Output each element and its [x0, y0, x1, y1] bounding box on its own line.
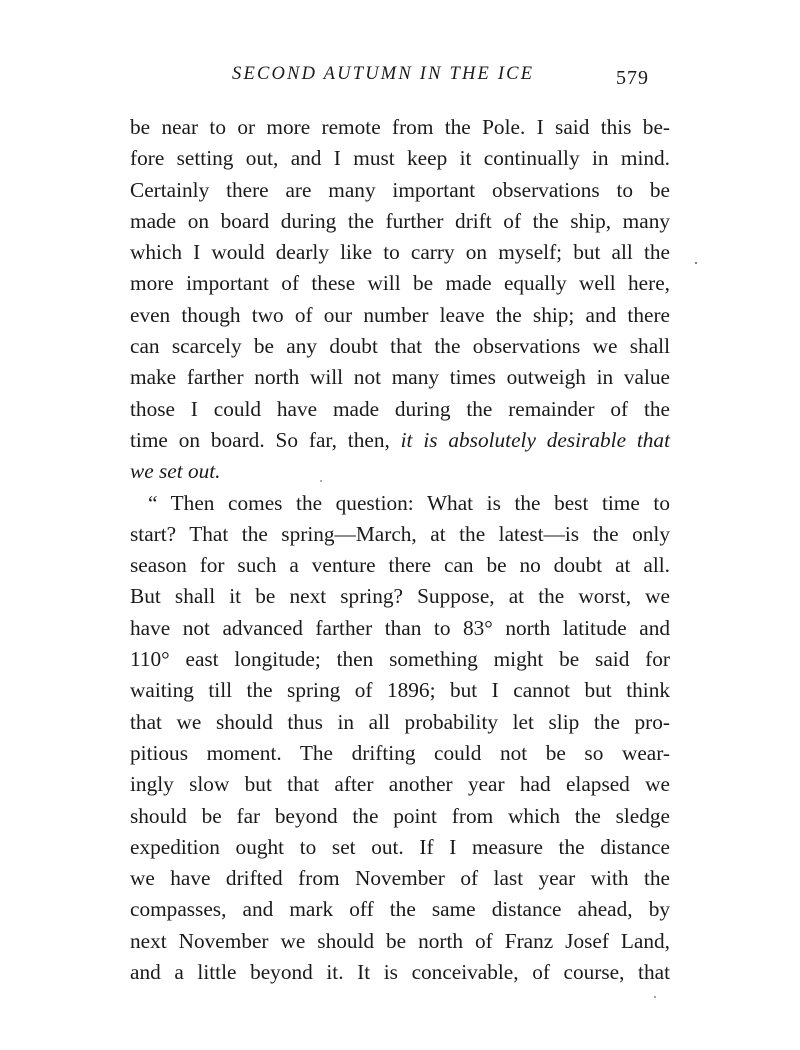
text-line: 110° east longitude; then something might be said for	[130, 647, 670, 672]
body-text	[130, 112, 670, 988]
text-line: should be far beyond the point from which the sledge	[130, 803, 670, 828]
text-line: Certainly there are many important observations to be	[130, 177, 670, 202]
text-line: and a little beyond it. It is conceivable, of course, that	[130, 960, 670, 985]
text-line: next November we should be north of Franz Josef Land,	[130, 928, 670, 953]
emphasized-phrase-end: we set out.	[130, 459, 221, 484]
text-line: pitious moment. The drifting could not be so wear-	[130, 740, 670, 765]
text-line: expedition ought to set out. If I measure the distance	[130, 834, 670, 859]
emphasized-phrase: it is absolutely desirable that	[400, 427, 670, 452]
text-line: season for such a venture there can be no doubt at all.	[130, 553, 670, 578]
running-title: SECOND AUTUMN IN THE ICE	[232, 64, 535, 84]
text-line: we have drifted from November of last year with the	[130, 866, 670, 891]
text-line: those I could have made during the remainder of the	[130, 396, 670, 421]
text-line: fore setting out, and I must keep it continually in mind.	[130, 146, 670, 171]
text-line-emphasized	[130, 456, 670, 487]
paper-speck	[654, 996, 656, 998]
page-number: 579	[616, 67, 649, 89]
text-line: made on board during the further drift of the ship, many	[130, 208, 670, 233]
text-line-with-emphasis	[130, 425, 670, 456]
text-line: have not advanced farther than to 83° north latitude and	[130, 615, 670, 640]
text-line: which I would dearly like to carry on myself; but all the	[130, 240, 670, 265]
text-line: can scarcely be any doubt that the observations we shall	[130, 334, 670, 359]
paragraph-start-line: “ Then comes the question: What is the best time to	[148, 490, 670, 515]
text-line: start? That the spring—March, at the latest—is the only	[130, 521, 670, 546]
text-line: even though two of our number leave the ship; and there	[130, 302, 670, 327]
text-line: be near to or more remote from the Pole. I said this be-	[130, 115, 670, 139]
paper-speck	[320, 480, 322, 482]
text-line: more important of these will be made equally well here,	[130, 271, 670, 296]
text-line: waiting till the spring of 1896; but I cannot but think	[130, 678, 670, 703]
text-line: that we should thus in all probability let slip the pro-	[130, 709, 670, 734]
text-line: But shall it be next spring? Suppose, at the worst, we	[130, 584, 670, 609]
running-header	[0, 64, 800, 94]
paper-speck	[695, 262, 697, 264]
text-line: ingly slow but that after another year had elapsed we	[130, 772, 670, 797]
text-line: compasses, and mark off the same distance ahead, by	[130, 897, 670, 922]
text-line-lead: time on board. So far, then,	[130, 427, 401, 452]
text-line: make farther north will not many times outweigh in value	[130, 365, 670, 390]
